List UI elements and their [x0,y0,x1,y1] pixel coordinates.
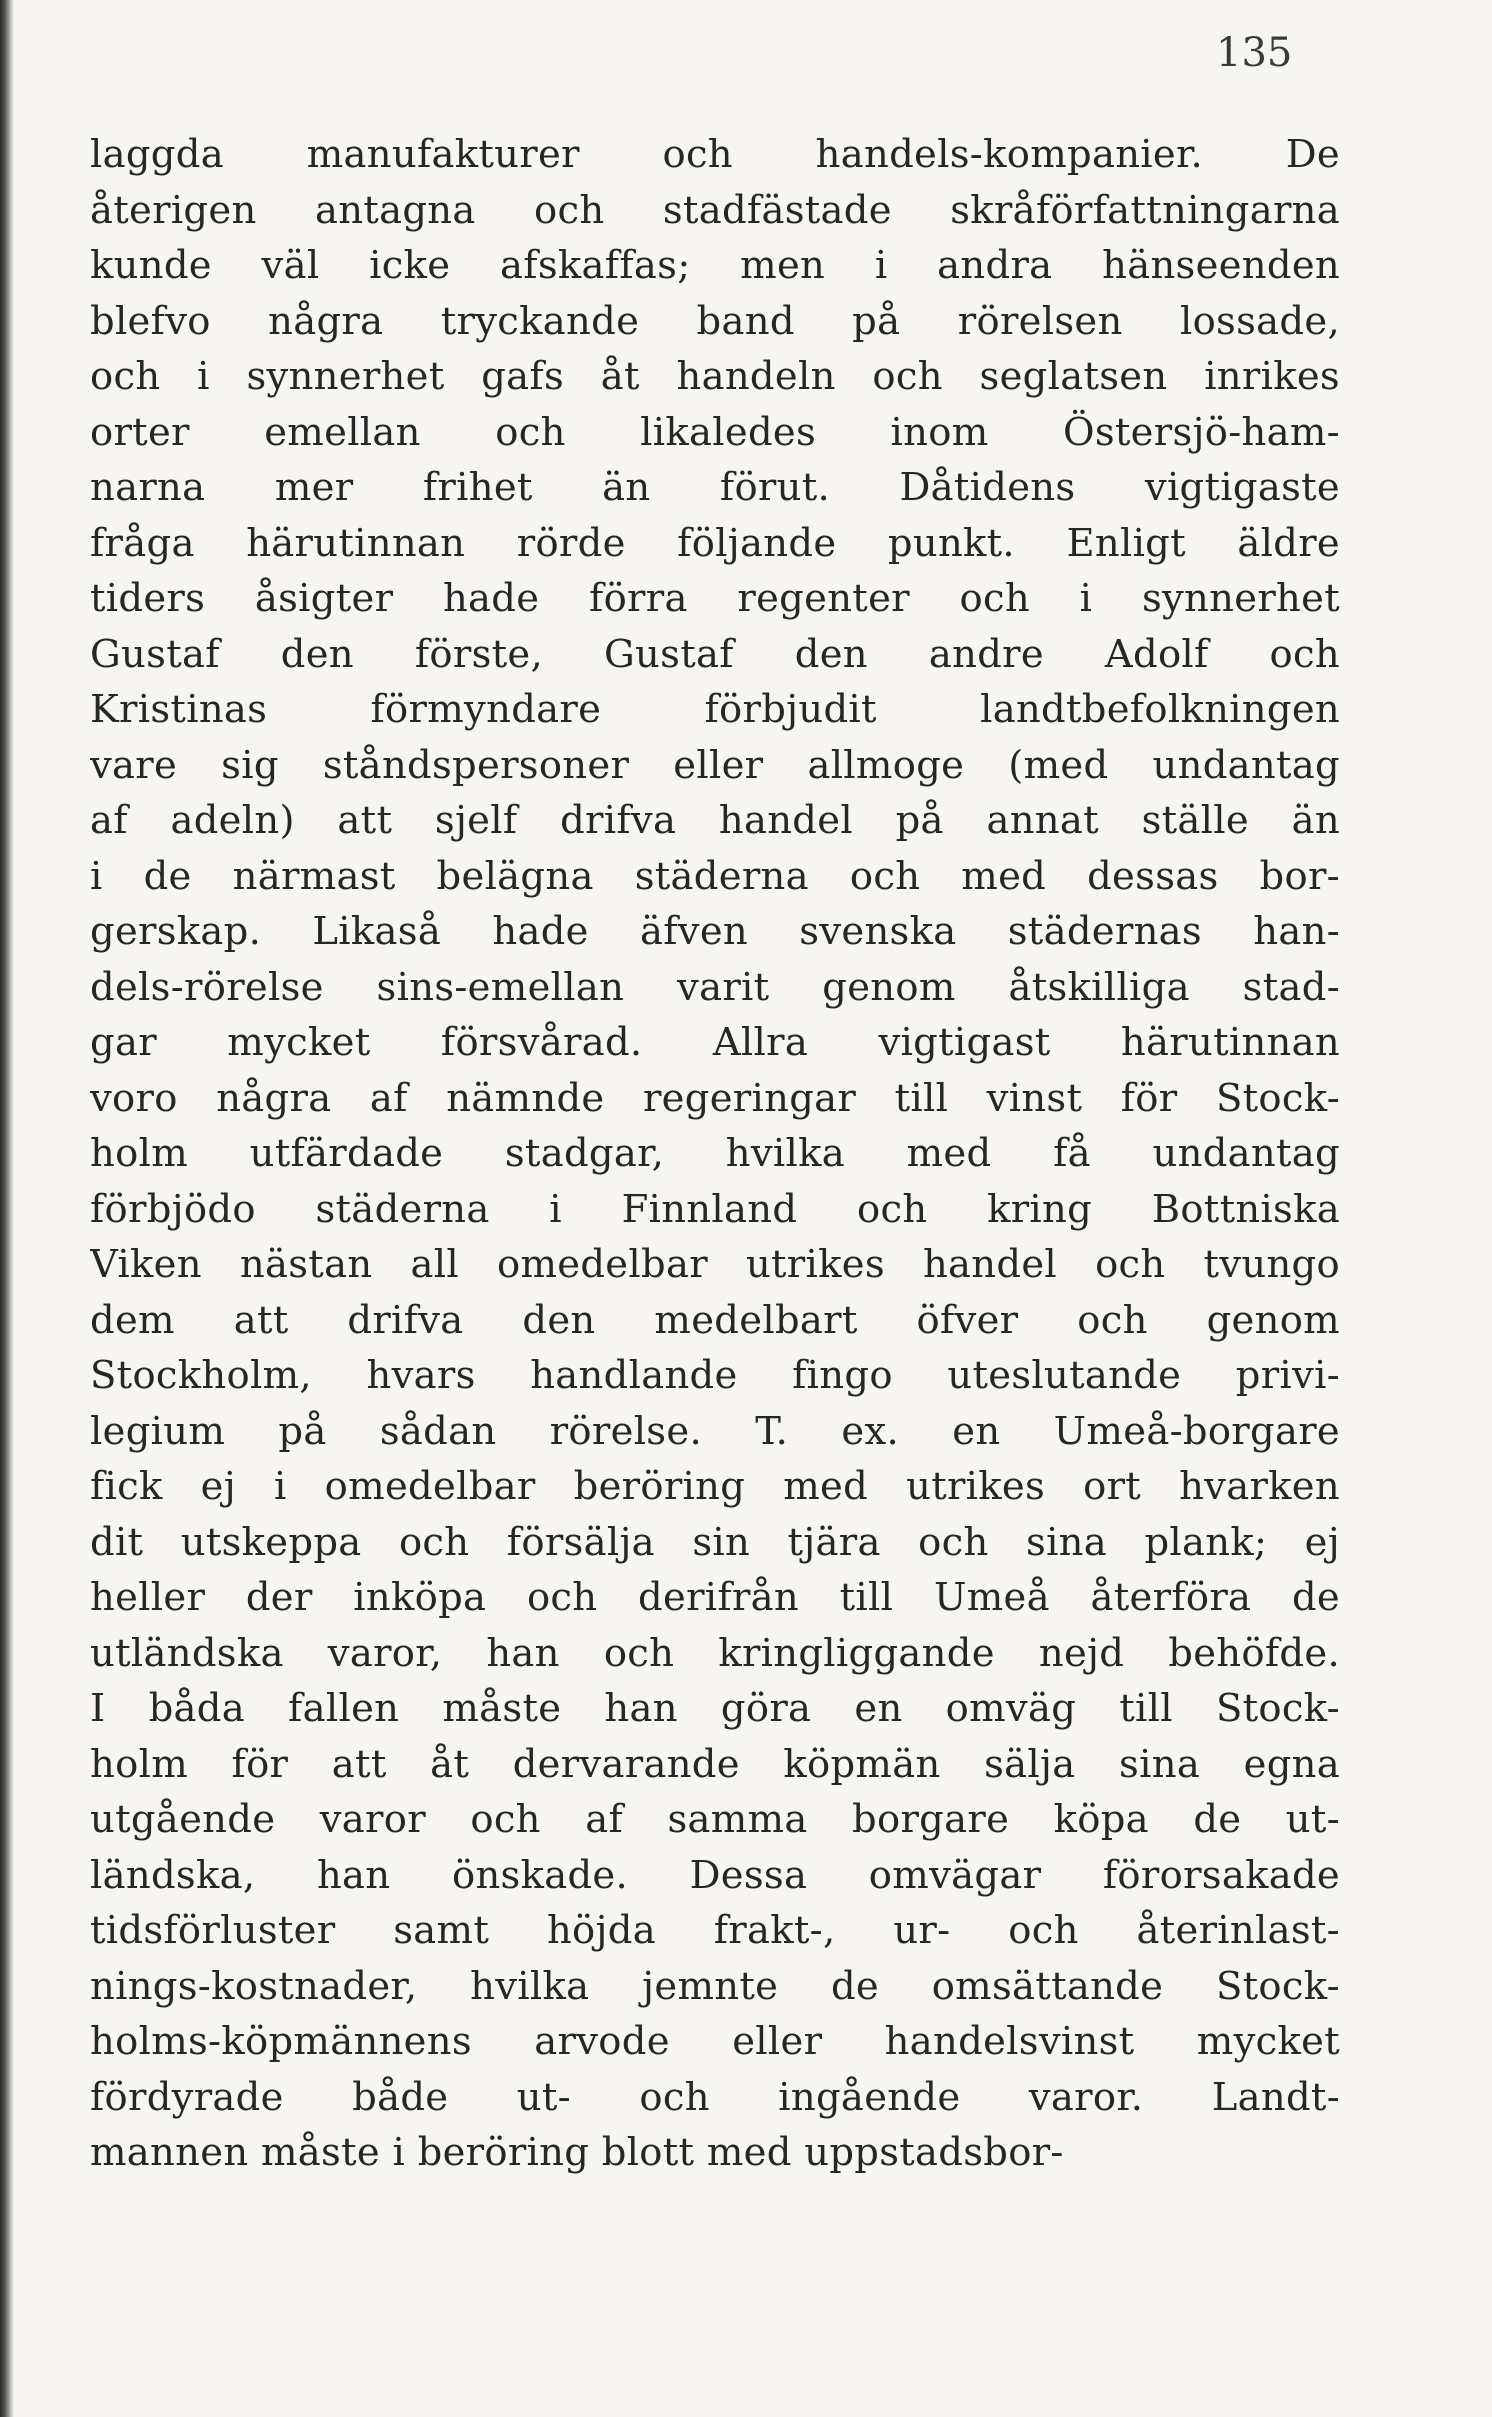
text-line: i de närmast belägna städerna och med dessas bor- [90,853,1340,899]
text-line: Kristinas förmyndare förbjudit landtbefolkningen [90,687,1340,732]
text-line: fick ej i omedelbar beröring med utrikes ort hvarken [90,1464,1340,1509]
text-line: holms-köpmännens arvode eller handelsvinst mycket [90,2019,1340,2064]
text-line: Gustaf den förste, Gustaf den andre Adolf och [90,631,1340,677]
text-line: vare sig ståndspersoner eller allmoge (med undantag [90,742,1340,788]
text-line: dit utskeppa och försälja sin tjära och sina plank; ej [90,1519,1340,1565]
body-text [90,127,1340,2181]
text-line: laggda manufakturer och handels-kompanier. De [90,132,1340,177]
text-line: blefvo några tryckande band på rörelsen lossade, [90,298,1340,344]
text-line: fördyrade både ut- och ingående varor. Landt- [90,2074,1340,2120]
text-line: utländska varor, han och kringliggande nejd behöfde. [90,1630,1340,1676]
text-line: heller der inköpa och derifrån till Umeå återföra de [90,1575,1340,1620]
text-line: orter emellan och likaledes inom Östersjö-ham- [90,409,1340,455]
text-line: holm utfärdade stadgar, hvilka med få undantag [90,1131,1340,1176]
page-number: 135 [1216,30,1293,76]
page-binding-edge [0,0,14,2417]
text-line: förbjödo städerna i Finnland och kring Bottniska [90,1186,1340,1232]
text-line: återigen antagna och stadfästade skråförfattningarna [90,187,1340,233]
text-line: ländska, han önskade. Dessa omvägar förorsakade [90,1852,1340,1898]
text-line: gar mycket försvårad. Allra vigtigast härutinnan [90,1020,1340,1065]
text-line: Stockholm, hvars handlande fingo uteslutande privi- [90,1353,1340,1398]
text-line: I båda fallen måste han göra en omväg till Stock- [90,1686,1340,1731]
text-line: tiders åsigter hade förra regenter och i synnerhet [90,576,1340,621]
text-line: fråga härutinnan rörde följande punkt. Enligt äldre [90,520,1340,566]
text-line: holm för att åt dervarande köpmän sälja sina egna [90,1741,1340,1787]
text-line: narna mer frihet än förut. Dåtidens vigtigaste [90,465,1340,510]
text-line: af adeln) att sjelf drifva handel på annat ställe än [90,798,1340,843]
text-line: mannen måste i beröring blott med uppstadsbor- [90,2130,1064,2175]
text-line: legium på sådan rörelse. T. ex. en Umeå-borgare [90,1408,1340,1454]
text-line: dels-rörelse sins-emellan varit genom åtskilliga stad- [90,964,1340,1010]
text-line: Viken nästan all omedelbar utrikes handel och tvungo [90,1242,1340,1287]
text-line: nings-kostnader, hvilka jemnte de omsättande Stock- [90,1963,1340,2009]
text-line: kunde väl icke afskaffas; men i andra hänseenden [90,243,1340,288]
text-line: tidsförluster samt höjda frakt-, ur- och återinlast- [90,1908,1340,1953]
text-line: gerskap. Likaså hade äfven svenska städernas han- [90,909,1340,954]
text-line: dem att drifva den medelbart öfver och genom [90,1297,1340,1343]
text-line: voro några af nämnde regeringar till vinst för Stock- [90,1075,1340,1121]
text-line: utgående varor och af samma borgare köpa de ut- [90,1797,1340,1842]
text-line: och i synnerhet gafs åt handeln och seglatsen inrikes [90,354,1340,399]
